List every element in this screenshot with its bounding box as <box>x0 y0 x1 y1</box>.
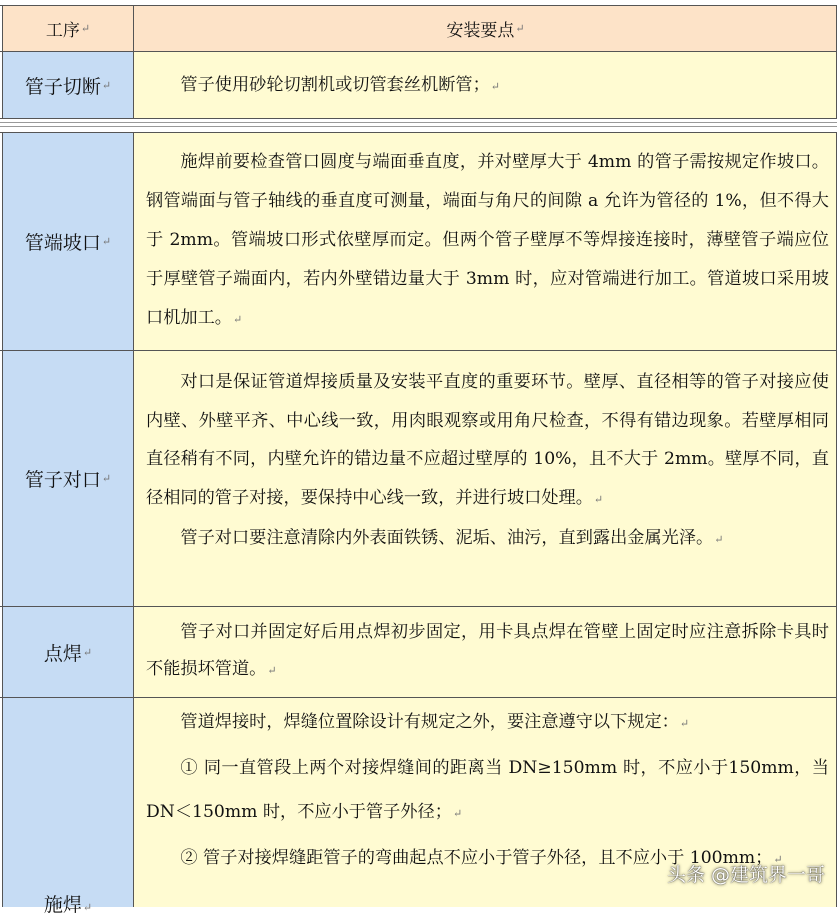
points-cell-alignment <box>134 351 837 606</box>
header-points-cell: 安装要点 ↵ <box>134 6 837 51</box>
header-step-cell: 工序 ↵ <box>3 6 133 51</box>
step-cell-welding: 施焊↵ <box>3 698 133 907</box>
header-step-label: 工序 <box>45 21 80 41</box>
grid-line <box>0 126 837 127</box>
points-text: 管道焊接时，焊缝位置除设计有规定之外，要注意遵守以下规定：↵ <box>180 712 690 732</box>
step-cell-beveling: 管端坡口 ↵ <box>3 133 133 350</box>
grid-line <box>133 132 134 907</box>
grid-line <box>133 5 134 119</box>
grid-line <box>0 51 837 52</box>
grid-line <box>0 5 837 6</box>
points-text: 对口是保证管道焊接质量及安装平直度的重要环节。壁厚、直径相等的管子对接应使内壁、外壁平齐、中心线一致，用肉眼观察或用角尺检查，不得有错边现象。若壁厚相同直径稍有不同，内壁允许的错边量不应超过壁厚的 10%，且不大于 2mm。壁厚不同，直径相同的管子对接，要保持中心线一致，并进行坡口处理。↵ <box>146 372 829 508</box>
grid-line <box>0 697 837 698</box>
grid-line <box>0 606 837 607</box>
points-text: 管子对口并固定好后用点焊初步固定，用卡具点焊在管壁上固定时应注意拆除卡具时不能损坏管道。↵ <box>146 622 829 679</box>
points-text: 管子对口要注意清除内外表面铁锈、泥垢、油污，直到露出金属光泽。↵ <box>180 528 724 548</box>
points-text: ② 管子对接焊缝距管子的弯曲起点不应小于管子外径，且不应小于 100mm；↵ <box>180 848 783 868</box>
step-label-welding: 施焊 <box>43 894 82 916</box>
grid-line <box>0 350 837 351</box>
step-label-beveling: 管端坡口 <box>24 232 101 254</box>
points-cell-tack-weld <box>134 607 837 697</box>
points-text: ① 同一直管段上两个对接焊缝间的距离当 DN≥150mm 时，不应小于150mm，当 DN＜150mm 时，不应小于管子外径；↵ <box>146 758 829 822</box>
step-label-tack-weld: 点焊 <box>43 642 82 665</box>
grid-line <box>0 132 837 133</box>
step-label-alignment: 管子对口 <box>24 469 101 491</box>
points-text: 管子使用砂轮切割机或切管套丝机断管；↵ <box>180 75 500 95</box>
separator-band <box>0 118 837 132</box>
step-label-cutting: 管子切断 <box>24 75 101 98</box>
grid-line <box>0 122 837 123</box>
step-cell-tack-weld: 点焊 ↵ <box>3 607 133 697</box>
grid-line <box>0 118 837 119</box>
step-cell-cutting: 管子切断 ↵ <box>3 52 133 118</box>
grid-line <box>2 5 3 119</box>
grid-line <box>2 132 3 907</box>
watermark: 头条 @建筑界一哥 <box>666 864 825 886</box>
points-text: 施焊前要检查管口圆度与端面垂直度，并对壁厚大于 4mm 的管子需按规定作坡口。钢管端面与管子轴线的垂直度可测量，端面与角尺的间隙 a 允许为管径的 1%，但不得大于 2mm。管端坡口形式依壁厚而定。但两个管子壁厚不等焊接连接时，薄壁管子端应位于厚壁管子端面内，若内外壁错边量大于 3mm 时，应对管端进行加工。管道坡口采用坡口机加工。↵ <box>146 152 829 328</box>
points-cell-beveling <box>134 133 837 350</box>
step-cell-alignment: 管子对口 ↵ <box>3 351 133 606</box>
points-cell-cutting <box>134 52 837 118</box>
header-points-label: 安装要点 <box>446 21 515 41</box>
